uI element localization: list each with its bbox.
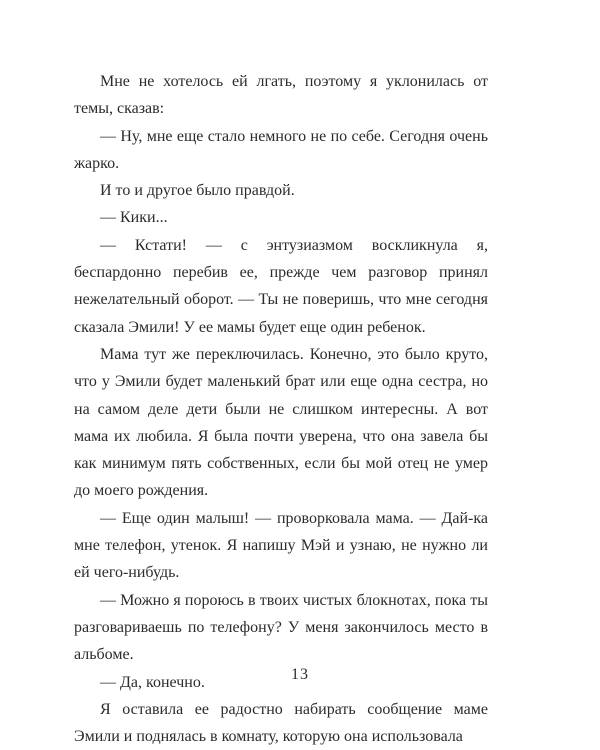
paragraph: — Можно я пороюсь в твоих чистых блокнотах, пока ты разговариваешь по телефону? У меня закончилось место в альбоме. <box>74 591 488 664</box>
paragraph: — Да, конечно. <box>100 673 205 691</box>
paragraph: Мама тут же переключилась. Конечно, это было круто, что у Эмили будет маленький брат или еще одна сестра, но на самом деле дети были не слишком интересны. А вот мама их любила. Я была почти уверена, что она завела бы как минимум пять собственных, если бы мой отец не умер до моего рождения. <box>74 345 488 500</box>
paragraph: — Ну, мне еще стало немного не по себе. Сегодня очень жарко. <box>74 127 488 172</box>
page-number: 13 <box>291 666 309 683</box>
paragraph: И то и другое было правдой. <box>100 182 295 200</box>
paragraph: Мне не хотелось ей лгать, поэтому я уклонилась от темы, сказав: <box>74 73 488 118</box>
body-text <box>74 68 488 750</box>
paragraph: — Кики... <box>100 209 168 227</box>
paragraph: — Еще один малыш! — проворковала мама. — Дай-ка мне телефон, утенок. Я напишу Мэй и узнаю, не нужно ли ей чего-нибудь. <box>74 509 488 582</box>
paragraph: Я оставила ее радостно набирать сообщение маме Эмили и поднялась в комнату, которую она использовала <box>74 700 488 746</box>
paragraph: — Кстати! — с энтузиазмом воскликнула я, беспардонно перебив ее, прежде чем разговор принял нежелательный оборот. — Ты не поверишь, что мне сегодня сказала Эмили! У ее мамы будет еще один ребенок. <box>74 236 488 336</box>
